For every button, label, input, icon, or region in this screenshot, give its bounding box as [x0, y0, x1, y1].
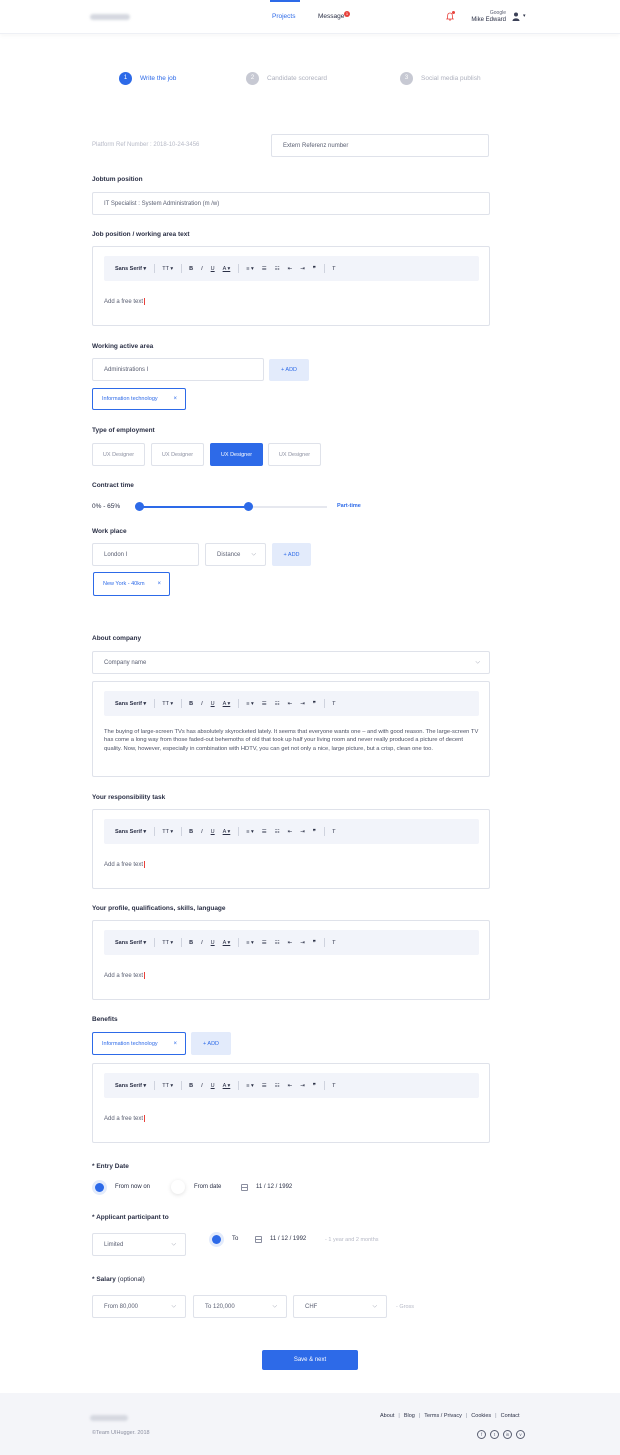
editor-toolbar	[104, 819, 479, 844]
quote-icon[interactable]: ❞	[312, 828, 316, 835]
ordered-list-icon[interactable]: ☰	[261, 939, 267, 946]
bullet-list-icon[interactable]: ☷	[274, 700, 280, 707]
footer-logo[interactable]	[90, 1415, 128, 1421]
add-workplace-button[interactable]: + ADD	[272, 543, 311, 566]
bold-icon[interactable]: B	[189, 265, 194, 272]
indent-left-icon[interactable]: ⇤	[287, 939, 293, 946]
chevron-down-icon: ⌵	[171, 1303, 176, 1309]
clear-format-icon[interactable]: T	[331, 1082, 336, 1089]
add-working-area-button[interactable]: + ADD	[269, 359, 309, 381]
chip-label: New York - 40km	[103, 581, 145, 587]
select-value: From 80,000	[104, 1303, 139, 1310]
footer-link-cookies[interactable]: Cookies	[471, 1413, 492, 1419]
clear-format-icon[interactable]: T	[331, 828, 336, 835]
add-benefit-button[interactable]: + ADD	[191, 1032, 231, 1055]
step-number: 3	[400, 72, 413, 85]
profile-editor[interactable]	[92, 920, 490, 1000]
placeholder-text: Add a free text	[104, 1116, 144, 1123]
footer-links	[380, 1413, 520, 1419]
chip-label: Information technology	[102, 1040, 158, 1047]
working-area-label: Working active area	[92, 343, 154, 350]
user-company: Google	[489, 10, 506, 16]
radio-label: To	[232, 1236, 239, 1242]
color-glyph: A	[222, 939, 226, 946]
size-glyph: TT	[162, 939, 169, 946]
contract-label: Contract time	[92, 482, 134, 489]
step-number: 2	[246, 72, 259, 85]
bullet-list-icon[interactable]: ☷	[274, 828, 280, 835]
indent-right-icon[interactable]: ⇥	[300, 700, 305, 707]
employment-option[interactable]: UX Designer	[151, 443, 204, 466]
ordered-list-icon[interactable]: ☰	[261, 265, 267, 272]
jobtum-input[interactable]: IT Specialist : System Administration (m /w)	[92, 192, 490, 215]
text-color-icon[interactable]: A ▾	[222, 939, 231, 946]
divider	[238, 699, 239, 708]
slider-handle-high[interactable]	[244, 502, 253, 511]
align-icon[interactable]: ≡ ▾	[246, 828, 254, 835]
footer	[0, 1393, 620, 1455]
user-icon[interactable]	[512, 12, 520, 21]
divider: |	[398, 1413, 400, 1419]
salary-to-select[interactable]	[193, 1295, 287, 1318]
bullet-list-icon[interactable]: ☷	[274, 1082, 280, 1089]
divider: |	[465, 1413, 468, 1419]
job-text-label: Job position / working area text	[92, 231, 190, 238]
text-size-icon[interactable]: TT ▾	[162, 939, 174, 946]
calendar-icon[interactable]	[255, 1236, 262, 1243]
underline-icon[interactable]: U	[210, 939, 215, 946]
font-name: Sans Serif	[115, 939, 142, 946]
step-candidate-scorecard[interactable]	[246, 72, 327, 85]
font-select[interactable]: Sans Serif ▾	[115, 1082, 147, 1089]
step-label: Write the job	[140, 75, 177, 82]
clear-format-icon[interactable]: T	[331, 939, 336, 946]
employment-option-selected[interactable]: UX Designer	[210, 443, 263, 466]
indent-right-icon[interactable]: ⇥	[300, 1082, 305, 1089]
quote-icon[interactable]: ❞	[312, 1082, 316, 1089]
indent-left-icon[interactable]: ⇤	[287, 828, 293, 835]
salary-label-text: * Salary	[92, 1276, 116, 1283]
company-editor[interactable]	[92, 681, 490, 777]
company-select[interactable]	[92, 651, 490, 674]
text-caret	[144, 1115, 145, 1122]
platform-ref-number: Platform Ref Number : 2018-10-24-3456	[92, 142, 200, 148]
divider	[238, 827, 239, 836]
text-caret	[144, 298, 145, 305]
divider	[181, 827, 182, 836]
employment-option[interactable]: UX Designer	[268, 443, 321, 466]
underline-icon[interactable]: U	[210, 1082, 215, 1089]
save-next-button[interactable]: Save & next	[262, 1350, 358, 1370]
underline-icon[interactable]: U	[210, 828, 215, 835]
editor-toolbar	[104, 256, 479, 281]
step-number: 1	[119, 72, 132, 85]
responsibility-editor[interactable]	[92, 809, 490, 889]
ordered-list-icon[interactable]: ☰	[261, 700, 267, 707]
editor-toolbar	[104, 691, 479, 716]
radio-from-date[interactable]	[171, 1180, 185, 1194]
entry-date-label: * Entry Date	[92, 1163, 129, 1170]
font-select[interactable]: Sans Serif ▾	[115, 265, 147, 272]
chevron-down-icon[interactable]: ▾	[523, 13, 526, 19]
select-value: To 120,000	[205, 1303, 235, 1310]
nav-message[interactable]: Message	[318, 13, 345, 20]
notification-dot	[452, 11, 455, 14]
color-glyph: A	[222, 265, 226, 272]
divider	[154, 938, 155, 947]
benefits-chip	[92, 1032, 186, 1055]
divider	[324, 1081, 325, 1090]
divider	[238, 938, 239, 947]
workplace-city-input[interactable]: London I	[92, 543, 199, 566]
font-name: Sans Serif	[115, 700, 142, 707]
select-value: CHF	[305, 1303, 318, 1310]
placeholder-text: Add a free text	[104, 862, 144, 869]
font-name: Sans Serif	[115, 828, 142, 835]
close-icon[interactable]: ×	[157, 581, 161, 587]
vimeo-icon[interactable]: v	[516, 1430, 525, 1439]
text-size-icon[interactable]: TT ▾	[162, 700, 174, 707]
divider	[324, 827, 325, 836]
font-select[interactable]: Sans Serif ▾	[115, 828, 147, 835]
placeholder-text: Add a free text	[104, 299, 144, 306]
top-header	[0, 0, 620, 34]
company-label: About company	[92, 635, 142, 642]
contract-slider-fill	[137, 506, 248, 508]
logo[interactable]	[90, 14, 130, 20]
indent-left-icon[interactable]: ⇤	[287, 1082, 293, 1089]
divider	[324, 264, 325, 273]
extern-ref-input[interactable]: Extern Referenz number	[271, 134, 489, 157]
text-size-icon[interactable]: TT ▾	[162, 265, 174, 272]
facebook-icon[interactable]: f	[477, 1430, 486, 1439]
ordered-list-icon[interactable]: ☰	[261, 1082, 267, 1089]
employment-label: Type of employment	[92, 427, 155, 434]
underline-icon[interactable]: U	[210, 700, 215, 707]
calendar-icon[interactable]	[241, 1184, 248, 1191]
company-description[interactable]: The buying of large-screen TVs has absolutely skyrocketed lately. It seems that everyone wants one – and with good reason. The large-screen TV has come a long way from those faded-out behemoths of old that took up half your living room and never really produced a picture of decent quality. Now, however, especially in combination with HDTV, you can get not only a nice, large picture, but a crisp, clean one too.	[104, 729, 479, 752]
font-name: Sans Serif	[115, 1082, 142, 1089]
chevron-down-icon: ⌵	[251, 551, 256, 557]
chevron-down-icon: ⌵	[171, 1241, 176, 1247]
font-name: Sans Serif	[115, 265, 142, 272]
entry-date-value[interactable]: 11 / 12 / 1992	[256, 1184, 293, 1190]
divider	[238, 1081, 239, 1090]
optional-text: (optional)	[117, 1276, 145, 1283]
applicant-date-value[interactable]: 11 / 12 / 1992	[270, 1236, 307, 1242]
divider	[181, 699, 182, 708]
currency-select[interactable]	[293, 1295, 387, 1318]
color-glyph: A	[222, 828, 226, 835]
radio-label: From date	[194, 1184, 222, 1190]
divider: |	[495, 1413, 497, 1419]
nav-projects[interactable]: Projects	[272, 13, 296, 20]
indent-right-icon[interactable]: ⇥	[300, 939, 305, 946]
employment-option[interactable]: UX Designer	[92, 443, 145, 466]
step-label: Candidate scorecard	[267, 75, 327, 82]
italic-icon[interactable]: I	[201, 828, 203, 835]
editor-toolbar	[104, 1073, 479, 1098]
size-glyph: TT	[162, 828, 169, 835]
linkedin-icon[interactable]: in	[503, 1430, 512, 1439]
step-social-media-publish[interactable]	[400, 72, 481, 85]
divider	[324, 699, 325, 708]
divider	[238, 264, 239, 273]
step-write-job[interactable]	[119, 72, 176, 85]
working-area-input[interactable]: Administrations I	[92, 358, 264, 381]
nav-active-indicator	[270, 0, 300, 2]
divider	[154, 827, 155, 836]
company-select-value: Company name	[104, 659, 147, 666]
applicant-duration: - 1 year and 2 months	[325, 1237, 379, 1243]
color-glyph: A	[222, 1082, 226, 1089]
applicant-limit-select[interactable]	[92, 1233, 186, 1256]
footer-link-about[interactable]: About	[380, 1413, 395, 1419]
clear-format-icon[interactable]: T	[331, 265, 336, 272]
working-area-chip	[92, 388, 186, 410]
text-caret	[144, 861, 145, 868]
size-glyph: TT	[162, 700, 169, 707]
size-glyph: TT	[162, 1082, 169, 1089]
divider	[324, 938, 325, 947]
font-select[interactable]: Sans Serif ▾	[115, 939, 147, 946]
applicant-label: * Applicant participant to	[92, 1214, 169, 1221]
distance-value: Distance	[217, 551, 241, 558]
job-text-editor[interactable]	[92, 246, 490, 326]
contract-range-value: 0% - 65%	[92, 503, 121, 510]
select-value: Limited	[104, 1241, 124, 1248]
distance-select[interactable]	[205, 543, 266, 566]
bold-icon[interactable]: B	[189, 939, 194, 946]
bold-icon[interactable]: B	[189, 700, 194, 707]
contract-tag: Part-time	[337, 503, 361, 509]
editor-placeholder	[104, 1115, 145, 1122]
italic-icon[interactable]: I	[201, 1082, 203, 1089]
divider	[181, 938, 182, 947]
indent-left-icon[interactable]: ⇤	[287, 700, 293, 707]
clear-format-icon[interactable]: T	[331, 700, 336, 707]
bullet-list-icon[interactable]: ☷	[274, 939, 280, 946]
text-color-icon[interactable]: A ▾	[222, 828, 231, 835]
text-size-icon[interactable]: TT ▾	[162, 1082, 174, 1089]
align-icon[interactable]: ≡ ▾	[246, 700, 254, 707]
close-icon[interactable]: ×	[173, 1040, 177, 1047]
italic-icon[interactable]: I	[201, 939, 203, 946]
quote-icon[interactable]: ❞	[312, 939, 316, 946]
quote-icon[interactable]: ❞	[312, 700, 316, 707]
editor-toolbar	[104, 930, 479, 955]
salary-gross: - Gross	[396, 1304, 415, 1310]
indent-right-icon[interactable]: ⇥	[300, 828, 305, 835]
divider: |	[418, 1413, 421, 1419]
benefits-label: Benefits	[92, 1016, 118, 1023]
twitter-icon[interactable]: t	[490, 1430, 499, 1439]
text-color-icon[interactable]: A ▾	[222, 700, 231, 707]
text-caret	[144, 972, 145, 979]
align-icon[interactable]: ≡ ▾	[246, 939, 254, 946]
bold-icon[interactable]: B	[189, 1082, 194, 1089]
divider	[154, 264, 155, 273]
divider	[154, 1081, 155, 1090]
workplace-chip	[93, 572, 170, 596]
editor-placeholder	[104, 298, 145, 305]
placeholder-text: Add a free text	[104, 973, 144, 980]
quote-icon[interactable]: ❞	[312, 265, 316, 272]
salary-label	[92, 1276, 145, 1283]
italic-icon[interactable]: I	[201, 265, 203, 272]
slider-handle-low[interactable]	[135, 502, 144, 511]
radio-to[interactable]	[212, 1235, 221, 1244]
copyright: ©Team UIHugger. 2018	[92, 1430, 150, 1436]
indent-right-icon[interactable]: ⇥	[300, 265, 305, 272]
italic-icon[interactable]: I	[201, 700, 203, 707]
message-badge: 1	[345, 11, 349, 16]
bullet-list-icon[interactable]: ☷	[274, 265, 280, 272]
step-label: Social media publish	[421, 75, 481, 82]
editor-placeholder	[104, 972, 145, 979]
editor-placeholder	[104, 861, 145, 868]
responsibility-label: Your responsibility task	[92, 794, 166, 801]
radio-from-now-on[interactable]	[95, 1183, 104, 1192]
bold-icon[interactable]: B	[189, 828, 194, 835]
divider	[181, 264, 182, 273]
divider	[154, 699, 155, 708]
workplace-label: Work place	[92, 528, 127, 535]
footer-link-contact[interactable]: Contact	[500, 1413, 520, 1419]
font-select[interactable]: Sans Serif ▾	[115, 700, 147, 707]
underline-icon[interactable]: U	[210, 265, 215, 272]
chevron-down-icon: ⌵	[475, 659, 480, 665]
user-name[interactable]: Mike Edward	[471, 17, 506, 23]
size-glyph: TT	[162, 265, 169, 272]
indent-left-icon[interactable]: ⇤	[287, 265, 293, 272]
footer-link-terms[interactable]: Terms / Privacy	[424, 1413, 462, 1419]
close-icon[interactable]: ×	[173, 396, 177, 402]
text-color-icon[interactable]: A ▾	[222, 1082, 231, 1089]
text-size-icon[interactable]: TT ▾	[162, 828, 174, 835]
salary-from-select[interactable]	[92, 1295, 186, 1318]
align-icon[interactable]: ≡ ▾	[246, 1082, 254, 1089]
profile-label: Your profile, qualifications, skills, language	[92, 905, 226, 912]
chevron-down-icon: ⌵	[272, 1303, 277, 1309]
align-icon[interactable]: ≡ ▾	[246, 265, 254, 272]
ordered-list-icon[interactable]: ☰	[261, 828, 267, 835]
divider	[181, 1081, 182, 1090]
radio-label: From now on	[115, 1184, 151, 1190]
chip-label: Information technology	[102, 396, 158, 402]
text-color-icon[interactable]: A ▾	[222, 265, 231, 272]
benefits-editor[interactable]	[92, 1063, 490, 1143]
jobtum-label: Jobtum position	[92, 176, 143, 183]
chevron-down-icon: ⌵	[372, 1303, 377, 1309]
footer-link-blog[interactable]: Blog	[403, 1413, 415, 1419]
color-glyph: A	[222, 700, 226, 707]
